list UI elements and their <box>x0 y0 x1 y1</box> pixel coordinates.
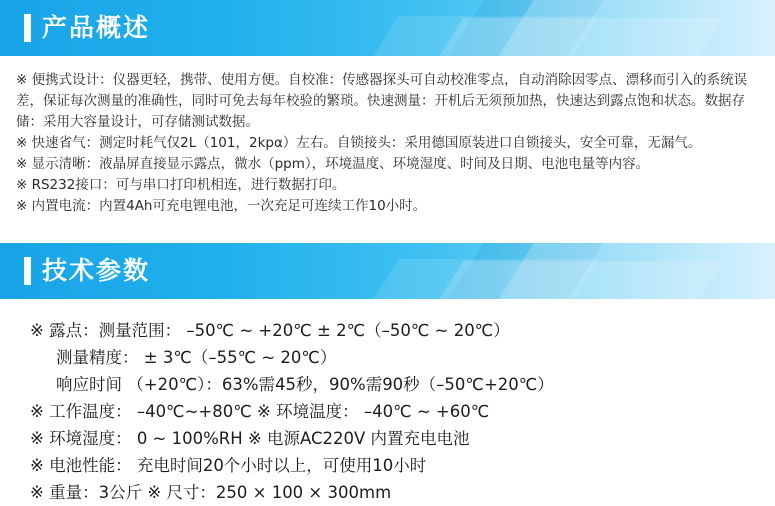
section-spacer <box>0 221 775 243</box>
overview-section-banner <box>0 0 775 56</box>
spec-row: ※ 环境湿度： 0 ~ 100%RH ※ 电源AC220V 内置充电电池 <box>30 429 470 448</box>
overview-section-title: 产品概述 <box>42 13 151 42</box>
overview-line: 储：采用大容量设计，可存储测试数据。 <box>16 114 259 130</box>
overview-line: ※ RS232接口：可与串口打印机相连，进行数据打印。 <box>16 177 346 193</box>
overview-line: 差，保证每次测量的准确性，同时可免去每年校验的繁琐。快速测量：开机后无须预加热，快速达到露点饱和状态。数据存 <box>16 93 745 109</box>
spec-row: ※ 重量：3公斤 ※ 尺寸：250 × 100 × 300mm <box>30 483 392 502</box>
spec-row: ※ 工作温度： –40℃~+80℃ ※ 环境温度： –40℃ ~ +60℃ <box>30 402 490 421</box>
banner-accent-bar <box>24 14 31 42</box>
spec-row: 测量精度： ± 3℃（–55℃ ~ 20℃） <box>56 348 337 367</box>
overview-line: ※ 内置电流：内置4Ah可充电锂电池，一次充足可连续工作10小时。 <box>16 198 427 214</box>
specs-section-banner <box>0 243 775 299</box>
overview-line: ※ 便携式设计：仪器更轻，携带、使用方便。自校准：传感器探头可自动校准零点，自动消除因零点、漂移而引入的系统误 <box>16 72 748 88</box>
spec-row: 响应时间 （+20℃）：63%需45秒，90%需90秒（–50℃+20℃） <box>56 375 554 394</box>
overview-line: ※ 显示清晰：液晶屏直接显示露点，微水（ppm），环境温度、环境湿度、时间及日期、电池电量等内容。 <box>16 156 650 172</box>
spec-row: ※ 露点：测量范围： –50℃ ~ +20℃ ± 2℃（–50℃ ~ 20℃） <box>30 321 510 340</box>
spec-row: ※ 电池性能： 充电时间20个小时以上，可使用10小时 <box>30 456 427 475</box>
banner-accent-bar <box>24 257 31 285</box>
overview-body <box>0 56 775 221</box>
specs-body <box>0 299 775 506</box>
specs-section-title: 技术参数 <box>42 256 151 285</box>
overview-line: ※ 快速省气：测定时耗气仅2L（101，2kpα）左右。自锁接头：采用德国原装进口自锁接头，安全可靠，无漏气。 <box>16 135 702 151</box>
banner-decor-shape-light-3 <box>361 259 598 299</box>
banner-decor-shape-light-3 <box>361 16 598 56</box>
